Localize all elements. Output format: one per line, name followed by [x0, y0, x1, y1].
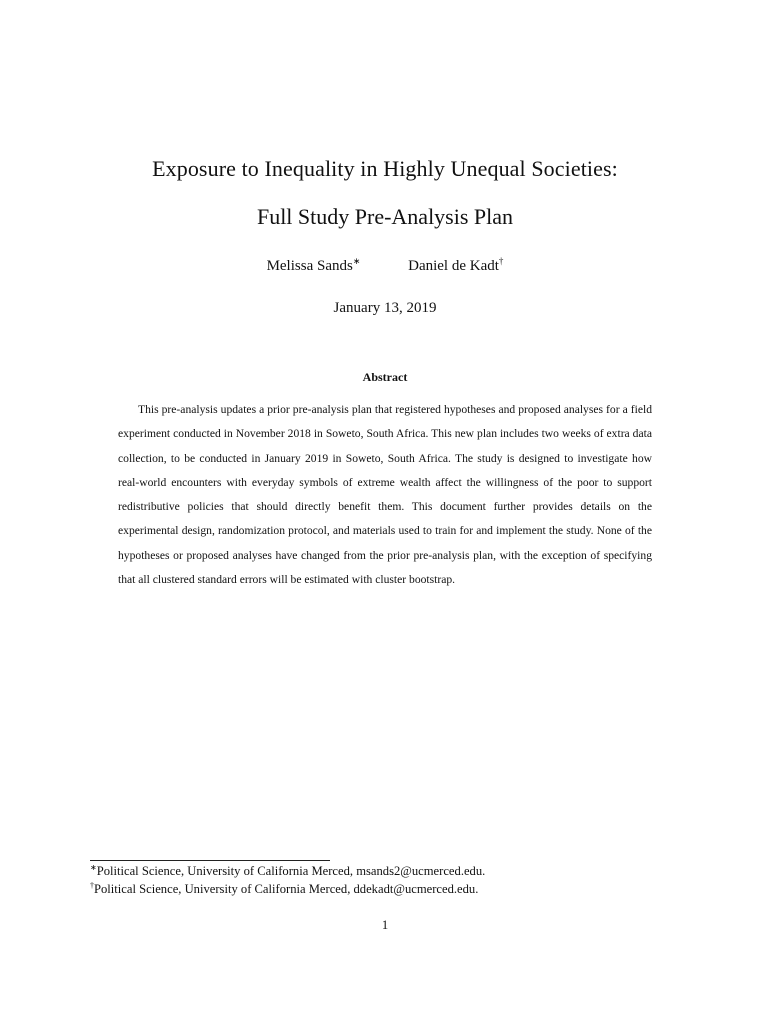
footnote-text: Political Science, University of California Merced, msands2@ucmerced.edu. — [96, 864, 486, 878]
footnote-de-kadt — [90, 880, 690, 898]
author-footnote-mark: ∗ — [352, 256, 361, 266]
footnote-text: Political Science, University of California Merced, ddekadt@ucmerced.edu. — [94, 882, 479, 896]
author-name: Melissa Sands — [266, 258, 353, 274]
author-sands — [267, 258, 361, 275]
footnote-sands — [90, 862, 690, 880]
author-de-kadt — [408, 258, 503, 275]
footnote-mark: † — [90, 880, 94, 890]
author-list — [0, 258, 770, 275]
author-footnote-mark: † — [498, 256, 504, 266]
author-name: Daniel de Kadt — [408, 258, 499, 274]
paper-date: January 13, 2019 — [333, 300, 437, 316]
page-number: 1 — [381, 918, 389, 932]
abstract-heading: Abstract — [362, 370, 408, 384]
footnotes — [90, 862, 690, 898]
footnote-divider — [90, 860, 330, 861]
paper-title: Exposure to Inequality in Highly Unequal Societies: — [152, 156, 618, 181]
footnote-mark: ∗ — [90, 862, 97, 872]
paper-subtitle: Full Study Pre-Analysis Plan — [256, 204, 514, 229]
abstract-text: This pre-analysis updates a prior pre-analysis plan that registered hypotheses and proposed analyses for a field experiment conducted in November 2018 in Soweto, South Africa. This new plan includes two weeks of extra data collection, to be conducted in January 2019 in Soweto, South Africa. The study is designed to investigate how real-world encounters with everyday symbols of extreme wealth affect the willingness of the poor to support redistributive policies that should directly benefit them. This document further provides details on the experimental design, randomization protocol, and materials used to train for and implement the study. None of the hypotheses or proposed analyses have changed from the prior pre-analysis plan, with the exception of specifying that all clustered standard errors will be estimated with cluster bootstrap. — [118, 403, 652, 587]
